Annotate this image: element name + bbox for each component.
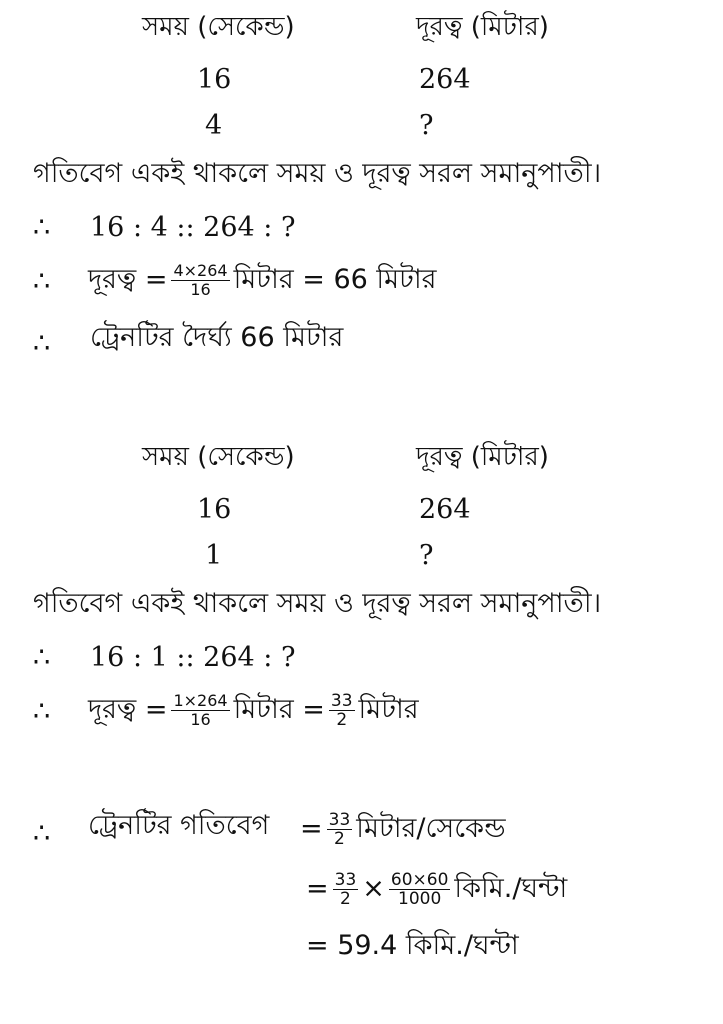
times-sign: ×	[362, 873, 385, 904]
header-time: সময় (সেকেন্ড)	[142, 442, 295, 472]
fraction-numerator: 1×264	[173, 691, 228, 710]
proportion: 16 : 1 :: 264 : ?	[90, 642, 296, 673]
speed-line-1	[300, 802, 506, 856]
result-unit: মিটার	[358, 694, 419, 725]
statement: গতিবেগ একই থাকলে সময় ও দূরত্ব সরল সমানুপাতী।	[33, 588, 602, 619]
speed-numerator: 33	[334, 870, 357, 890]
result-denominator: 2	[336, 710, 348, 730]
header-distance: দূরত্ব (মিটার)	[416, 12, 549, 42]
row1-time: 16	[197, 494, 232, 525]
speed-fraction	[327, 811, 353, 848]
speed-label: ট্রেনটির গতিবেগ	[88, 810, 270, 841]
row2-time: 1	[205, 540, 223, 571]
conversion-denominator: 1000	[398, 889, 442, 909]
fraction	[171, 692, 229, 729]
row2-time: 4	[205, 110, 223, 141]
conversion-fraction	[389, 871, 451, 908]
unit-label: মিটার	[233, 694, 294, 725]
distance-label: দূরত্ব =	[88, 694, 168, 725]
row2-distance: ?	[419, 540, 434, 571]
speed-line-2	[306, 862, 567, 916]
header-time: সময় (সেকেন্ড)	[142, 12, 295, 42]
therefore-symbol: ∴	[33, 818, 51, 849]
equation-result: = 66 মিটার	[302, 264, 437, 295]
conclusion: ট্রেনটির দৈর্ঘ্য 66 মিটার	[90, 322, 344, 353]
row1-distance: 264	[419, 64, 471, 95]
proportion: 16 : 4 :: 264 : ?	[90, 212, 296, 243]
speed-unit: মিটার/সেকেন্ড	[356, 813, 506, 844]
equals-sign: =	[302, 694, 325, 725]
row1-distance: 264	[419, 494, 471, 525]
unit-label: মিটার	[233, 264, 294, 295]
fraction	[171, 262, 229, 299]
distance-equation	[88, 252, 437, 308]
speed-denominator: 2	[334, 829, 345, 849]
row2-distance: ?	[419, 110, 434, 141]
equals-sign: =	[306, 873, 329, 904]
result-numerator: 33	[330, 691, 353, 711]
therefore-symbol: ∴	[33, 696, 51, 727]
final-speed: = 59.4 কিমি./ঘন্টা	[306, 930, 519, 961]
fraction-denominator: 16	[190, 710, 211, 729]
distance-label: দূরত্ব =	[88, 264, 168, 295]
statement: গতিবেগ একই থাকলে সময় ও দূরত্ব সরল সমানুপাতী।	[33, 158, 602, 189]
row1-time: 16	[197, 64, 232, 95]
speed-fraction	[333, 871, 359, 908]
speed-denominator: 2	[340, 889, 351, 909]
therefore-symbol: ∴	[33, 642, 51, 673]
therefore-symbol: ∴	[33, 328, 51, 359]
equals-sign: =	[300, 813, 323, 844]
speed-numerator: 33	[328, 810, 351, 830]
result-fraction	[329, 692, 355, 729]
conversion-numerator: 60×60	[390, 870, 449, 890]
fraction-denominator: 16	[190, 280, 211, 299]
therefore-symbol: ∴	[33, 266, 51, 297]
therefore-symbol: ∴	[33, 212, 51, 243]
fraction-numerator: 4×264	[173, 261, 228, 280]
distance-equation	[88, 682, 419, 738]
header-distance: দূরত্ব (মিটার)	[416, 442, 549, 472]
kmh-unit: কিমি./ঘন্টা	[454, 873, 568, 904]
